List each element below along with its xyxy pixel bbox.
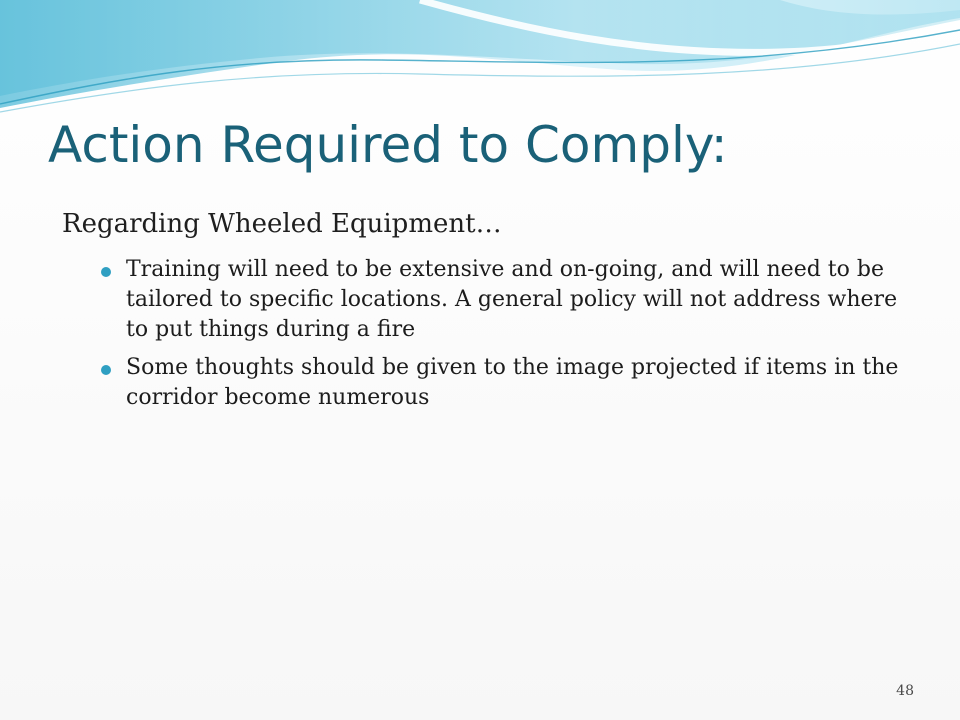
slide-title: Action Required to Comply: xyxy=(48,116,728,174)
bullet-icon xyxy=(101,267,111,277)
bullet-item xyxy=(126,255,922,345)
decorative-wave-banner xyxy=(0,0,960,120)
page-number: 48 xyxy=(896,683,914,699)
bullet-item xyxy=(126,353,922,413)
bullet-icon xyxy=(101,365,111,375)
bullet-list xyxy=(62,255,922,414)
slide-content xyxy=(62,208,922,421)
section-heading: Regarding Wheeled Equipment… xyxy=(62,209,502,239)
bullet-text: Some thoughts should be given to the image projected if items in the corridor become numerous xyxy=(126,354,899,410)
bullet-text: Training will need to be extensive and on-going, and will need to be tailored to specific locations. A general policy will not address where to put things during a fire xyxy=(126,256,898,342)
